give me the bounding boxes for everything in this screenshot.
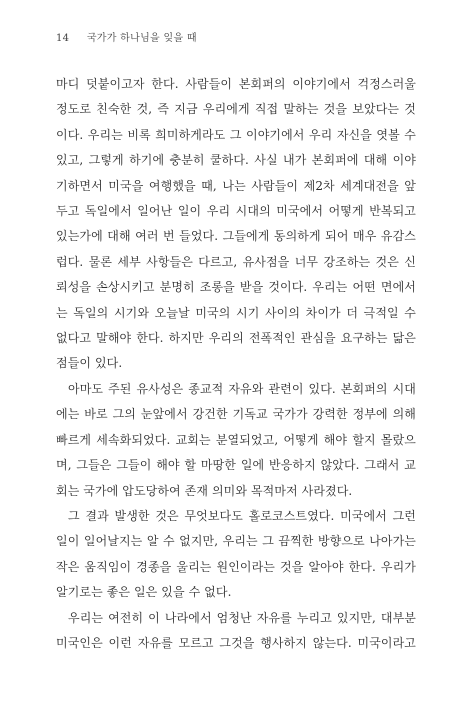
text-line: 회는 국가에 압도당하여 존재 의미와 목적마저 사라졌다. — [56, 483, 353, 498]
paragraph-4 — [56, 606, 416, 657]
text-line: 일이 일어날지는 알 수 없지만, 우리는 그 끔찍한 방향으로 나아가는 — [56, 534, 416, 549]
text-line: 두고 독일에서 일어난 일이 우리 시대의 미국에서 어떻게 반복되고 — [56, 204, 416, 219]
text-line: 점들이 있다. — [56, 356, 123, 371]
text-line: 이다. 우리는 비록 희미하게라도 그 이야기에서 우리 자신을 엿볼 수 — [56, 127, 416, 142]
book-title: 국가가 하나님을 잊을 때 — [86, 33, 197, 44]
text-line: 빠르게 세속화되었다. 교회는 분열되었고, 어떻게 해야 할지 몰랐으 — [56, 432, 416, 447]
text-line: 아마도 주된 유사성은 종교적 자유와 관련이 있다. 본회퍼의 시대 — [68, 381, 416, 396]
text-line: 알기로는 좋은 일은 있을 수 없다. — [56, 585, 232, 600]
text-line: 있고, 그렇게 하기에 충분히 쿨하다. 사실 내가 본회퍼에 대해 이야 — [56, 153, 416, 168]
body-text — [56, 72, 416, 656]
text-line: 며, 그들은 그들이 해야 할 마땅한 일에 반응하지 않았다. 그래서 교 — [56, 458, 416, 473]
text-line: 미국인은 이런 자유를 모르고 그것을 행사하지 않는다. 미국이라고 — [56, 635, 416, 650]
running-head — [56, 29, 197, 44]
text-line: 뢰성을 손상시키고 분명히 조롱을 받을 것이다. 우리는 어떤 면에서 — [56, 280, 416, 295]
paragraph-2 — [56, 377, 416, 504]
text-line: 에는 바로 그의 눈앞에서 강건한 기독교 국가가 강력한 정부에 의해 — [56, 407, 416, 422]
text-line: 있는가에 대해 여러 번 들었다. 그들에게 동의하게 되어 매우 유감스 — [56, 229, 416, 244]
text-line: 마디 덧붙이고자 한다. 사람들이 본회퍼의 이야기에서 걱정스러울 — [56, 77, 416, 91]
text-line: 는 독일의 시기와 오늘날 미국의 시기 사이의 차이가 더 극적일 수 — [56, 305, 416, 320]
paragraph-1 — [56, 72, 416, 377]
text-line: 기하면서 미국을 여행했을 때, 나는 사람들이 제2차 세계대전을 앞 — [56, 178, 416, 193]
text-line: 럽다. 물론 세부 사항들은 다르고, 유사점을 너무 강조하는 것은 신 — [56, 254, 416, 269]
text-line: 작은 움직임이 경종을 울리는 원인이라는 것을 알아야 한다. 우리가 — [56, 559, 416, 574]
text-line: 우리는 여전히 이 나라에서 엄청난 자유를 누리고 있지만, 대부분 — [68, 610, 416, 625]
text-line: 없다고 말해야 한다. 하지만 우리의 전폭적인 관심을 요구하는 닮은 — [56, 331, 416, 346]
page-number: 14 — [56, 33, 70, 44]
text-line: 정도로 친숙한 것, 즉 지금 우리에게 직접 말하는 것을 보았다는 것 — [56, 102, 416, 117]
text-line: 그 결과 발생한 것은 무엇보다도 홀로코스트였다. 미국에서 그런 — [68, 508, 416, 523]
paragraph-3 — [56, 504, 416, 606]
